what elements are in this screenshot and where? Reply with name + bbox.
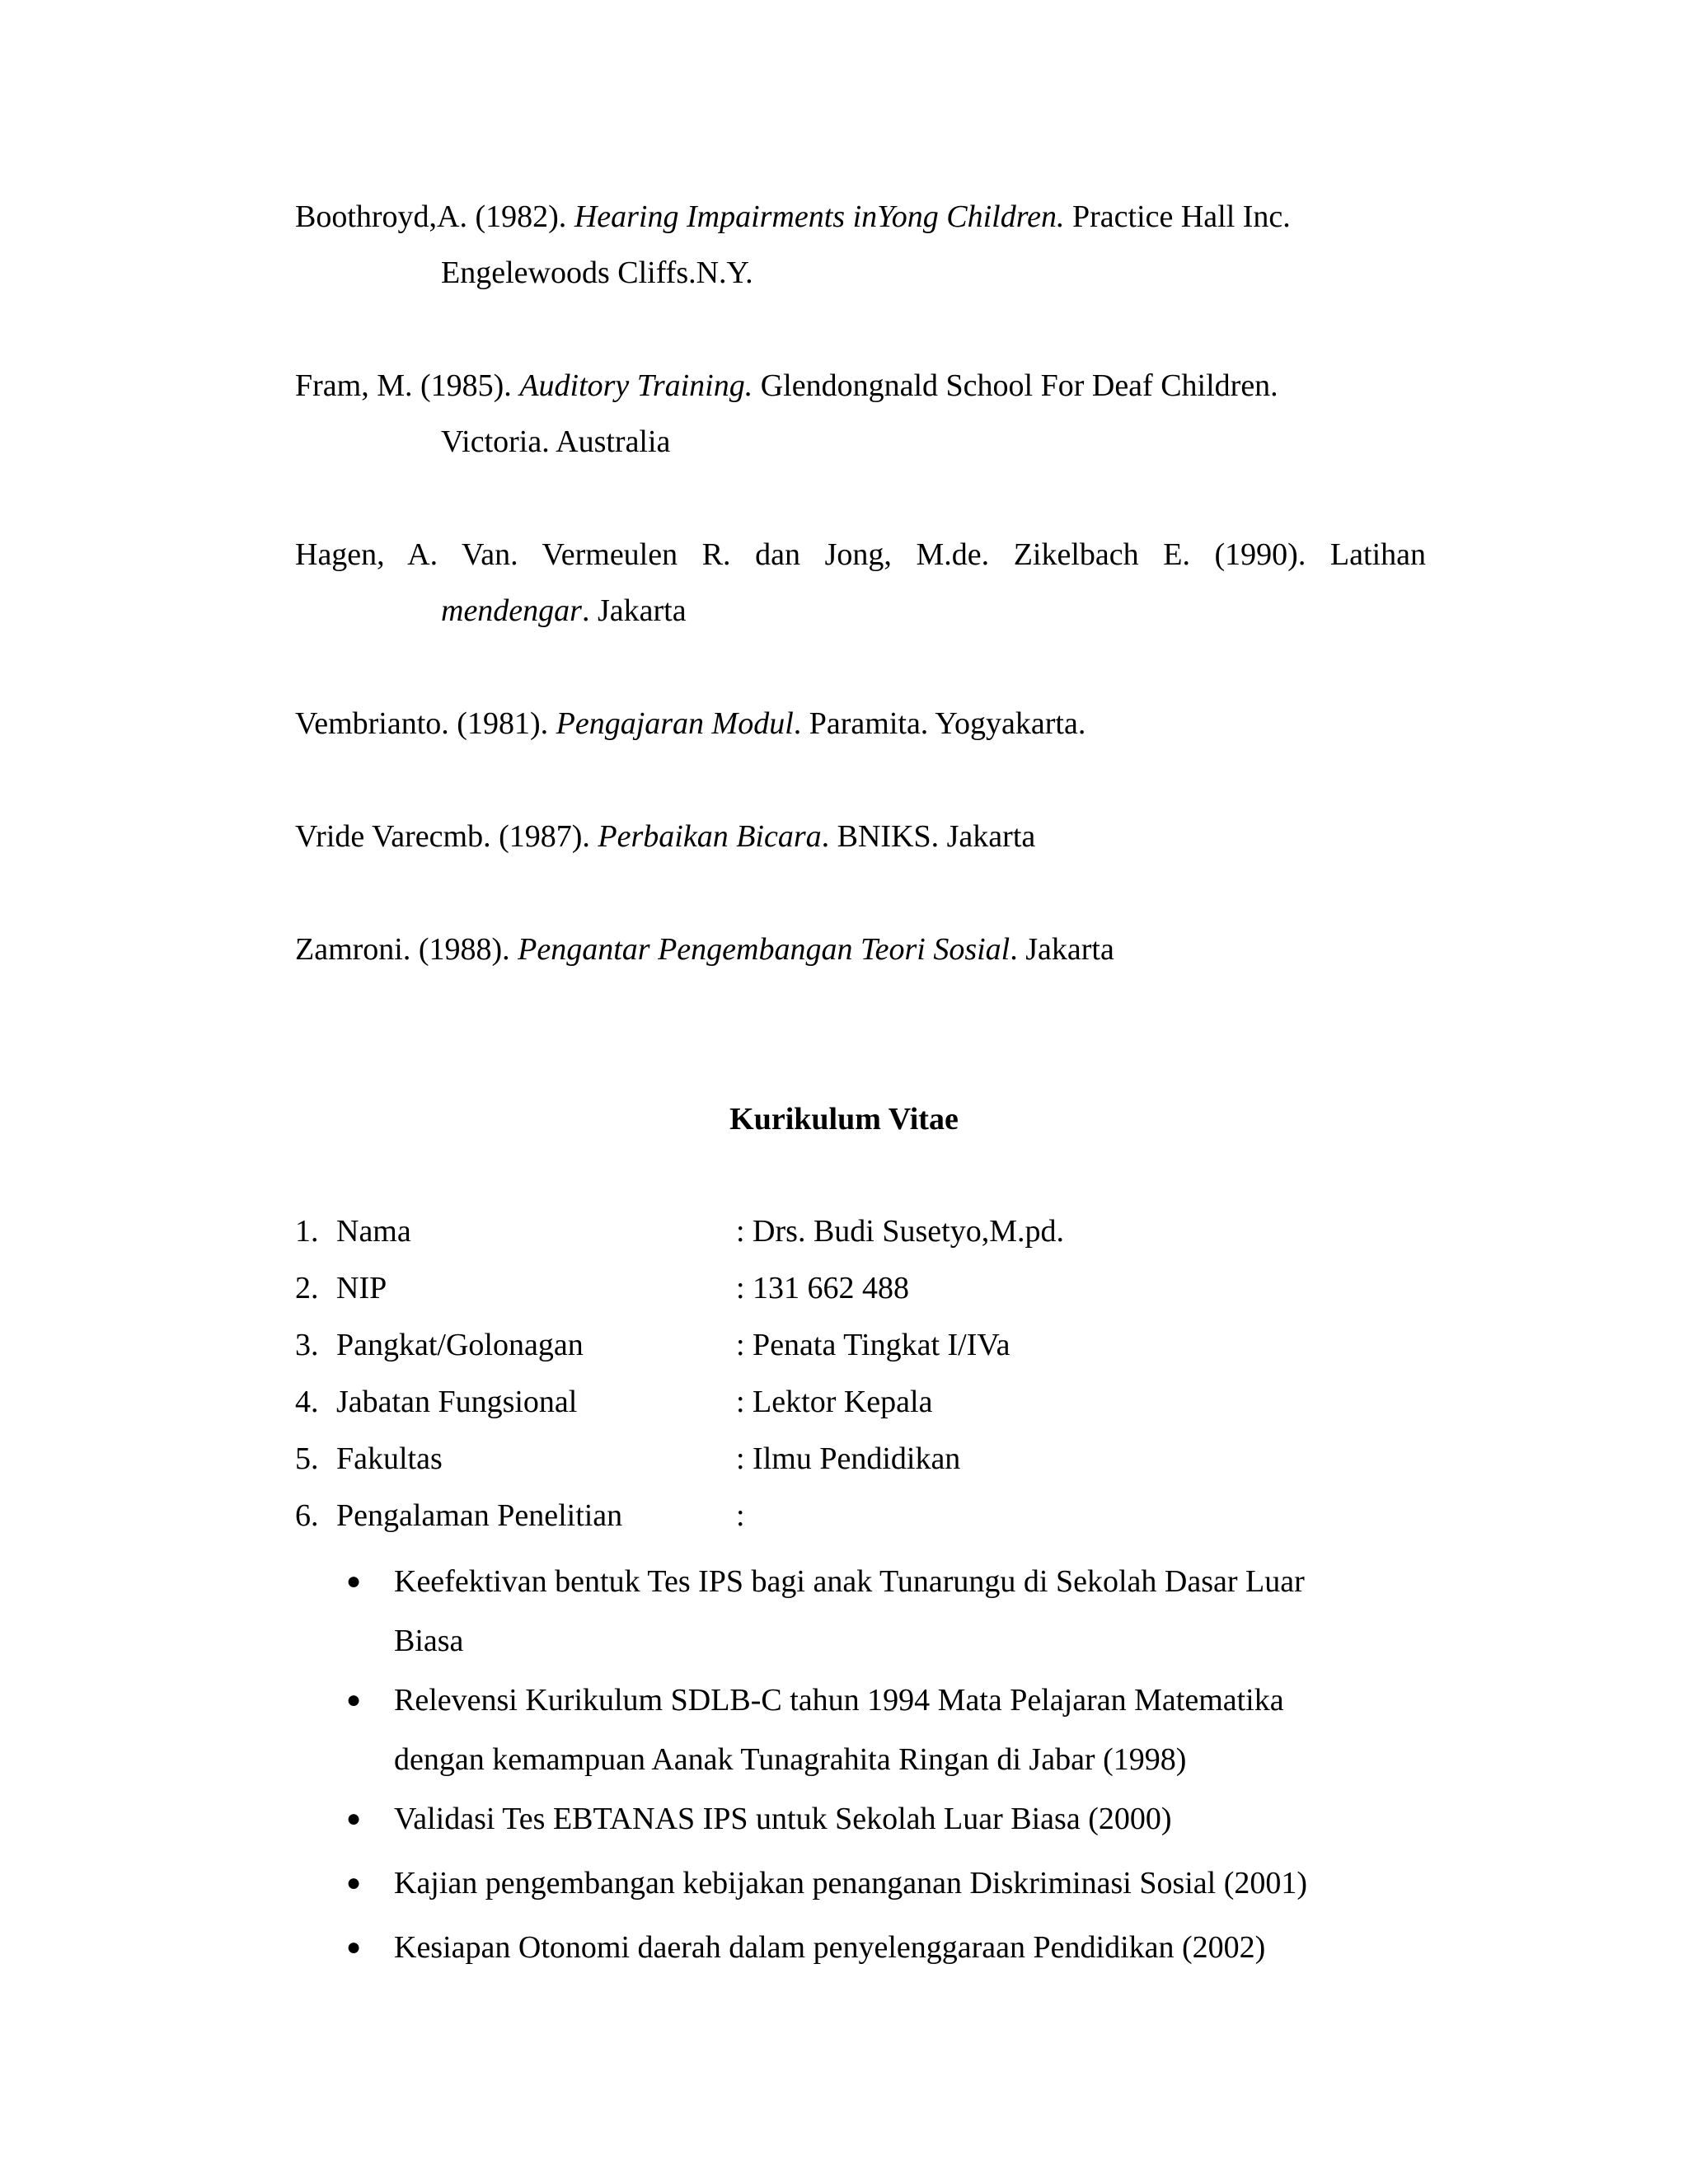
cv-row-number: 1. (295, 1214, 319, 1249)
bullet-icon: ● (346, 1568, 362, 1595)
reference-author: Vembrianto. (1981). (295, 706, 556, 741)
cv-row-value: : Lektor Kepala (736, 1385, 933, 1419)
cv-row-number: 3. (295, 1328, 319, 1362)
reference-title: Perbaikan Bicara (598, 819, 822, 854)
research-item-text-cont: Biasa (394, 1624, 464, 1658)
reference-entry (295, 808, 1426, 865)
reference-place: Victoria. Australia (441, 424, 671, 459)
reference-author: Fram, M. (1985). (295, 368, 520, 403)
research-item (346, 1918, 1434, 1977)
reference-continuation (295, 583, 1426, 639)
reference-publisher: . Jakarta (1010, 932, 1114, 967)
reference-line (295, 921, 1426, 977)
reference-publisher: . Paramita. Yogyakarta. (793, 706, 1086, 741)
cv-row-value: : Penata Tingkat I/IVa (736, 1328, 1010, 1362)
cv-row-label: Fakultas (336, 1441, 443, 1476)
research-item (346, 1671, 1434, 1789)
cv-row-number: 5. (295, 1441, 319, 1476)
reference-place: Engelewoods Cliffs.N.Y. (441, 255, 753, 290)
research-item-text: Kajian pengembangan kebijakan penanganan Diskriminasi Sosial (2001) (394, 1866, 1308, 1900)
research-item-text: Relevensi Kurikulum SDLB-C tahun 1994 Mata Pelajaran Matematika (394, 1683, 1284, 1718)
cv-row-value: : Drs. Budi Susetyo,M.pd. (736, 1214, 1064, 1249)
reference-author: Zamroni. (1988). (295, 932, 518, 967)
reference-publisher: Practice Hall Inc. (1064, 199, 1291, 234)
reference-continuation (295, 245, 1426, 301)
cv-row-number: 6. (295, 1498, 319, 1533)
reference-entry (295, 358, 1426, 470)
reference-place: . Jakarta (581, 593, 687, 628)
reference-line (295, 696, 1426, 752)
reference-entry (295, 696, 1426, 752)
bullet-icon: ● (346, 1686, 362, 1713)
research-item-text-cont: dengan kemampuan Aanak Tunagrahita Ringan di Jabar (1998) (394, 1742, 1187, 1777)
research-item (346, 1789, 1434, 1849)
cv-row-value: : (736, 1498, 745, 1533)
reference-continuation (295, 414, 1426, 470)
reference-title: Hearing Impairments inYong Children. (574, 199, 1065, 234)
bullet-icon: ● (346, 1869, 362, 1896)
reference-line: Hagen, A. Van. Vermeulen R. dan Jong, M.de. Zikelbach E. (1990). Latihan (295, 537, 1426, 572)
cv-row-value: : 131 662 488 (736, 1271, 910, 1305)
reference-publisher: . BNIKS. Jakarta (821, 819, 1036, 854)
reference-entry (295, 527, 1426, 639)
reference-author: Vride Varecmb. (1987). (295, 819, 598, 854)
research-item (346, 1854, 1434, 1913)
research-item-text: Validasi Tes EBTANAS IPS untuk Sekolah Luar Biasa (2000) (394, 1802, 1172, 1836)
reference-line (295, 808, 1426, 865)
reference-entry (295, 921, 1426, 977)
reference-line (295, 358, 1426, 414)
cv-row-label: Nama (336, 1214, 411, 1249)
research-item-text: Keefektivan bentuk Tes IPS bagi anak Tunarungu di Sekolah Dasar Luar (394, 1564, 1305, 1599)
reference-title: Auditory Training. (519, 368, 753, 403)
reference-entry (295, 189, 1426, 301)
reference-publisher: Glendongnald School For Deaf Children. (753, 368, 1278, 403)
reference-title: mendengar (441, 593, 582, 628)
cv-row-number: 4. (295, 1385, 319, 1419)
cv-row-label: Pangkat/Golonagan (336, 1328, 584, 1362)
research-item-text: Kesiapan Otonomi daerah dalam penyelenggaraan Pendidikan (2002) (394, 1930, 1266, 1965)
cv-row-number: 2. (295, 1271, 319, 1305)
bullet-icon: ● (346, 1805, 362, 1832)
reference-author: Boothroyd,A. (1982). (295, 199, 574, 234)
reference-title: Pengantar Pengembangan Teori Sosial (518, 932, 1010, 967)
reference-line (295, 189, 1426, 245)
reference-title: Pengajaran Modul (556, 706, 794, 741)
cv-row-label: NIP (336, 1271, 387, 1305)
research-item (346, 1552, 1434, 1671)
bullet-icon: ● (346, 1933, 362, 1961)
cv-row-label: Jabatan Fungsional (336, 1385, 578, 1419)
cv-heading: Kurikulum Vitae (729, 1102, 959, 1137)
cv-row-value: : Ilmu Pendidikan (736, 1441, 961, 1476)
cv-row-label: Pengalaman Penelitian (336, 1498, 623, 1533)
